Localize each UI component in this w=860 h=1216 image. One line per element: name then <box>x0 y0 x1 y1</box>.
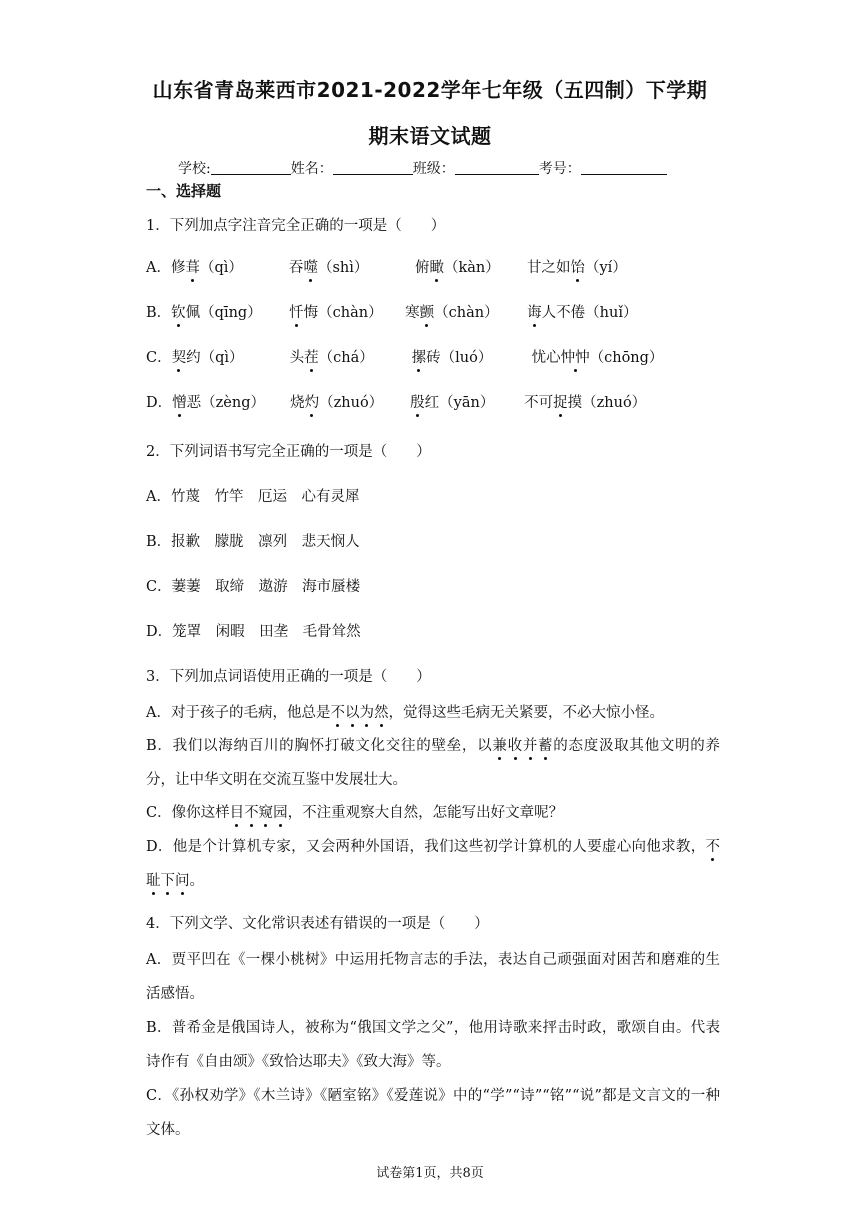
q1-option-a: A．修葺（qì） 吞噬（shì） 俯瞰（kàn） 甘之如饴（yí） <box>146 260 627 276</box>
q2-option-d: D．笼罩 闲暇 田垄 毛骨耸然 <box>146 624 361 640</box>
dotted-char: 忡忡 <box>560 350 590 366</box>
q1-option-d: D．憎恶（zèng） 烧灼（zhuó） 殷红（yān） 不可捉摸（zhuó） <box>146 395 647 411</box>
dotted-phrase: 不以为然 <box>330 705 389 721</box>
dotted-phrase: 目不窥园 <box>229 805 288 821</box>
option-label: D． <box>146 395 173 411</box>
q4-option-a: A．贾平凹在《一棵小桃树》中运用托物言志的手法，表达自己顽强面对困苦和磨难的生活感悟。 <box>146 952 720 1002</box>
q4-option-b: B．普希金是俄国诗人，被称为“俄国文学之父”，他用诗歌来抨击时政，歌颂自由。代表诗作有《自由颂》《致恰达耶夫》《致大海》等。 <box>146 1020 720 1070</box>
dotted-char: 诲 <box>527 305 542 321</box>
dotted-char: 葺 <box>185 260 200 276</box>
name-label: 姓名： <box>290 161 333 177</box>
dotted-char: 摞 <box>411 350 427 366</box>
q3-option-d: D．他是个计算机专家，又会两种外国语，我们这些初学计算机的人要虚心向他求教，不耻下问。 <box>146 839 720 889</box>
school-blank[interactable] <box>211 160 291 175</box>
dotted-char: 钦 <box>171 305 186 321</box>
q4-option-c: C．《孙权劝学》《木兰诗》《陋室铭》《爱莲说》中的“学”“诗”“铭”“说”都是文言文的一种文体。 <box>146 1088 720 1138</box>
q1-option-c: C．契约（qì） 头茬（chá） 摞砖（luó） 忧心忡忡（chōng） <box>146 350 664 366</box>
dotted-char: 瞰 <box>429 260 444 276</box>
q3-option-c: C．像你这样目不窥园，不注重观察大自然，怎能写出好文章呢？ <box>146 805 564 821</box>
number-label: 考号： <box>538 161 581 177</box>
name-blank[interactable] <box>333 160 413 175</box>
dotted-char: 灼 <box>304 395 320 411</box>
dotted-char: 饴 <box>570 260 585 276</box>
q2-option-a: A．竹蔑 竹竿 厄运 心有灵犀 <box>146 489 360 505</box>
option-label: C． <box>146 350 172 366</box>
option-label: A． <box>146 260 171 276</box>
dotted-char: 憎 <box>172 395 187 411</box>
q1-option-b: B．钦佩（qīng） 忏悔（chàn） 寒颤（chàn） 诲人不倦（huǐ） <box>146 305 638 321</box>
number-blank[interactable] <box>581 160 667 175</box>
dotted-phrase: 兼收并蓄 <box>492 738 554 754</box>
q2-option-c: C．萋萋 取缔 遨游 海市蜃楼 <box>146 579 361 595</box>
dotted-char: 噬 <box>303 260 318 276</box>
q1-stem: 1．下列加点字注音完全正确的一项是（ ） <box>146 218 446 234</box>
school-label: 学校: <box>178 161 211 177</box>
section-heading: 一、选择题 <box>146 182 222 200</box>
q4-stem: 4．下列文学、文化常识表述有错误的一项是（ ） <box>146 916 489 932</box>
q3-option-b: B．我们以海纳百川的胸怀打破文化交往的壁垒，以兼收并蓄的态度汲取其他文明的养分，让中华文明在交流互鉴中发展壮大。 <box>146 738 721 788</box>
exam-title: 山东省青岛莱西市2021-2022学年七年级（五四制）下学期 <box>152 78 708 102</box>
q3-stem: 3．下列加点词语使用正确的一项是（ ） <box>146 669 431 685</box>
class-blank[interactable] <box>455 160 539 175</box>
dotted-char: 颤 <box>419 305 435 321</box>
q3-option-a: A．对于孩子的毛病，他总是不以为然，觉得这些毛病无关紧要，不必大惊小怪。 <box>146 705 664 721</box>
dotted-phrase: 不耻下问 <box>146 839 720 889</box>
dotted-char: 捉 <box>553 395 568 411</box>
dotted-char: 茬 <box>304 350 319 366</box>
class-label: 班级： <box>412 161 455 177</box>
student-info-line <box>178 158 667 178</box>
exam-subtitle: 期末语文试题 <box>368 124 492 148</box>
dotted-char: 忏 <box>289 305 304 321</box>
option-label: B． <box>146 305 172 321</box>
q2-option-b: B．报歉 朦胧 凛列 悲天悯人 <box>146 534 360 550</box>
q2-stem: 2．下列词语书写完全正确的一项是（ ） <box>146 444 431 460</box>
page-footer: 试卷第1页，共8页 <box>376 1166 484 1181</box>
dotted-char: 契 <box>171 350 187 366</box>
dotted-char: 殷 <box>410 395 425 411</box>
